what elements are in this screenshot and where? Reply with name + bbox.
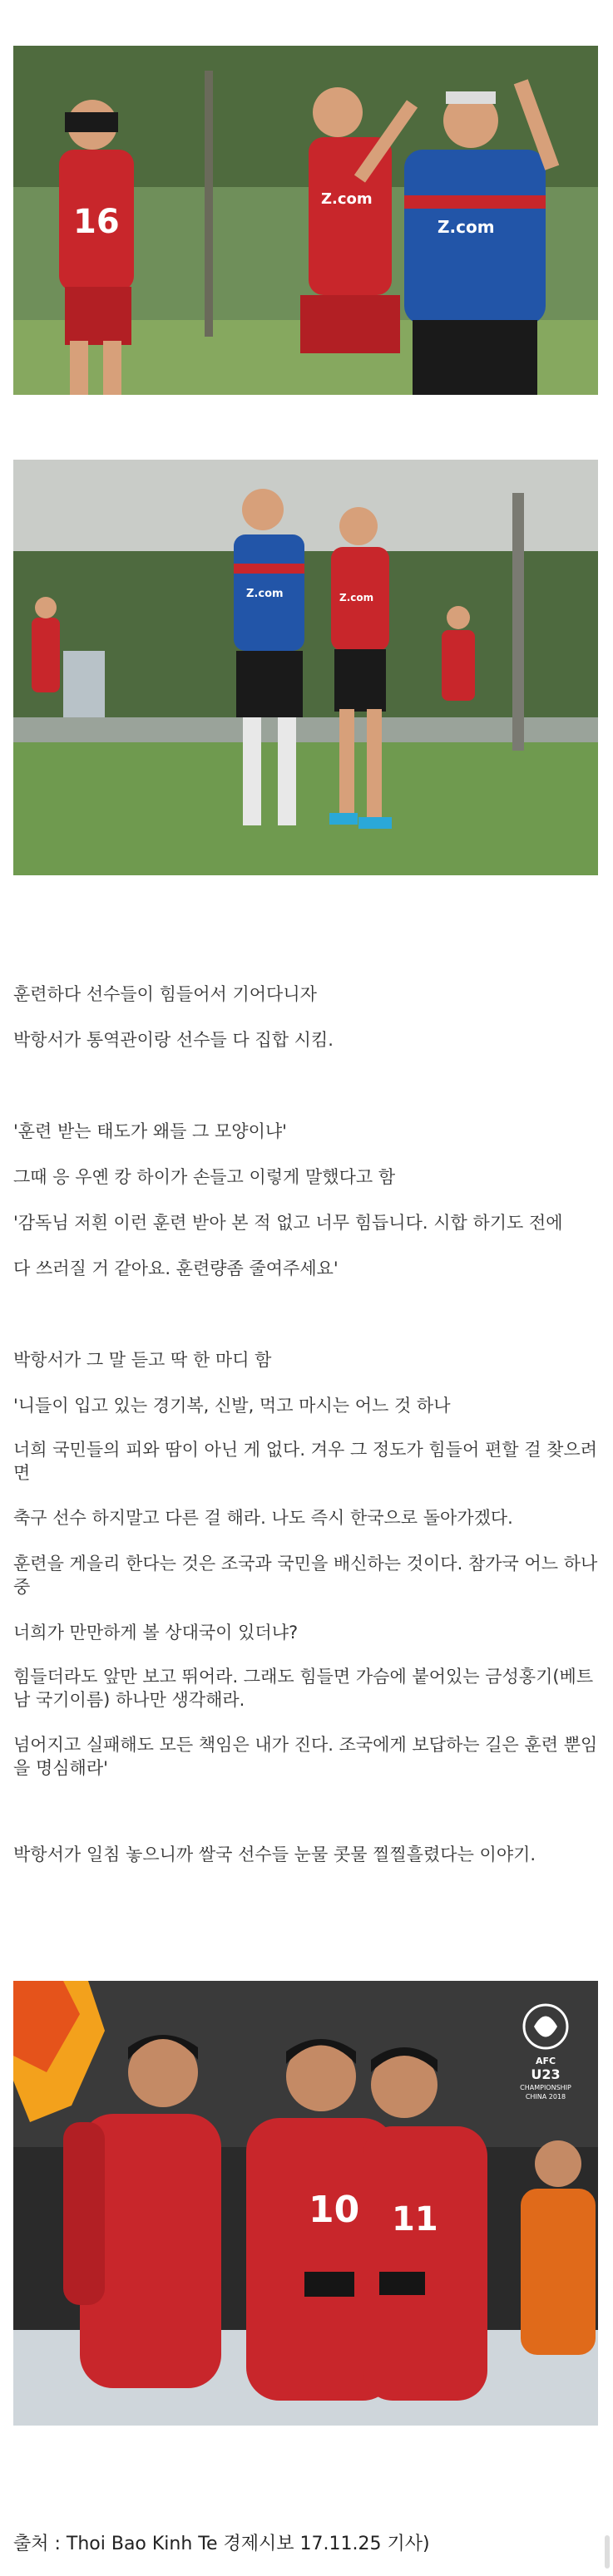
article-line: 넘어지고 실패해도 모든 책임은 내가 진다. 조국에게 보답하는 길은 훈련 뿐임을 명심해라'	[13, 1735, 598, 1778]
article-line: 너희가 만만하게 볼 상대국이 있더냐?	[13, 1623, 299, 1643]
svg-text:Z.com: Z.com	[339, 592, 374, 603]
afc-badge-line4: CHINA 2018	[525, 2093, 566, 2101]
afc-badge-line1: AFC	[535, 2056, 556, 2066]
article-line: 박항서가 일침 놓으니까 쌀국 선수들 눈물 콧물 찔찔흘렸다는 이야기.	[13, 1845, 536, 1864]
afc-badge-line2: U23	[531, 2066, 561, 2082]
jersey-number-10: 10	[309, 2189, 360, 2231]
article-line: 박항서가 통역관이랑 선수들 다 집합 시킴.	[13, 1030, 334, 1050]
scrollbar[interactable]	[605, 2535, 610, 2569]
article-line: 박항서가 그 말 듣고 딱 한 마디 함	[13, 1350, 272, 1370]
svg-text:Z.com: Z.com	[246, 588, 284, 600]
article-line: 훈련하다 선수들이 힘들어서 기어다니자	[13, 984, 317, 1004]
training-photo-1	[13, 46, 598, 395]
article-line: 다 쓰러질 거 같아요. 훈련량좀 줄여주세요'	[13, 1258, 339, 1278]
svg-text:Z.com: Z.com	[321, 190, 373, 208]
article-line: '니들이 입고 있는 경기복, 신발, 먹고 마시는 어느 것 하나	[13, 1396, 451, 1416]
jersey-number-11: 11	[392, 2200, 438, 2239]
article-line: '감독님 저흰 이런 훈련 받아 본 적 없고 너무 힘듭니다. 시합 하기도 전에	[13, 1213, 563, 1233]
training-photo-2	[13, 460, 598, 875]
article-line: 축구 선수 하지말고 다른 걸 해라. 나도 즉시 한국으로 돌아가겠다.	[13, 1508, 513, 1528]
celebration-photo	[13, 1981, 598, 2426]
afc-badge-line3: CHAMPIONSHIP	[520, 2084, 571, 2091]
svg-text:Z.com: Z.com	[438, 217, 495, 237]
svg-text:16: 16	[73, 203, 120, 241]
source-citation: 출처 : Thoi Bao Kinh Te 경제시보 17.11.25 기사)	[13, 2534, 430, 2554]
article-line: '훈련 받는 태도가 왜들 그 모양이냐'	[13, 1121, 287, 1141]
article-line: 그때 응 우옌 캉 하이가 손들고 이렇게 말했다고 함	[13, 1167, 396, 1187]
article-line: 훈련을 게을리 한다는 것은 조국과 국민을 배신하는 것이다. 참가국 어느 하나중	[13, 1554, 598, 1597]
article-line: 너희 국민들의 피와 땀이 아닌 게 없다. 겨우 그 정도가 힘들어 편할 걸 찾으려면	[13, 1440, 598, 1483]
article-line: 힘들더라도 앞만 보고 뛰어라. 그래도 힘들면 가슴에 붙어있는 금성홍기(베트남 국기이름) 하나만 생각해라.	[13, 1667, 594, 1710]
